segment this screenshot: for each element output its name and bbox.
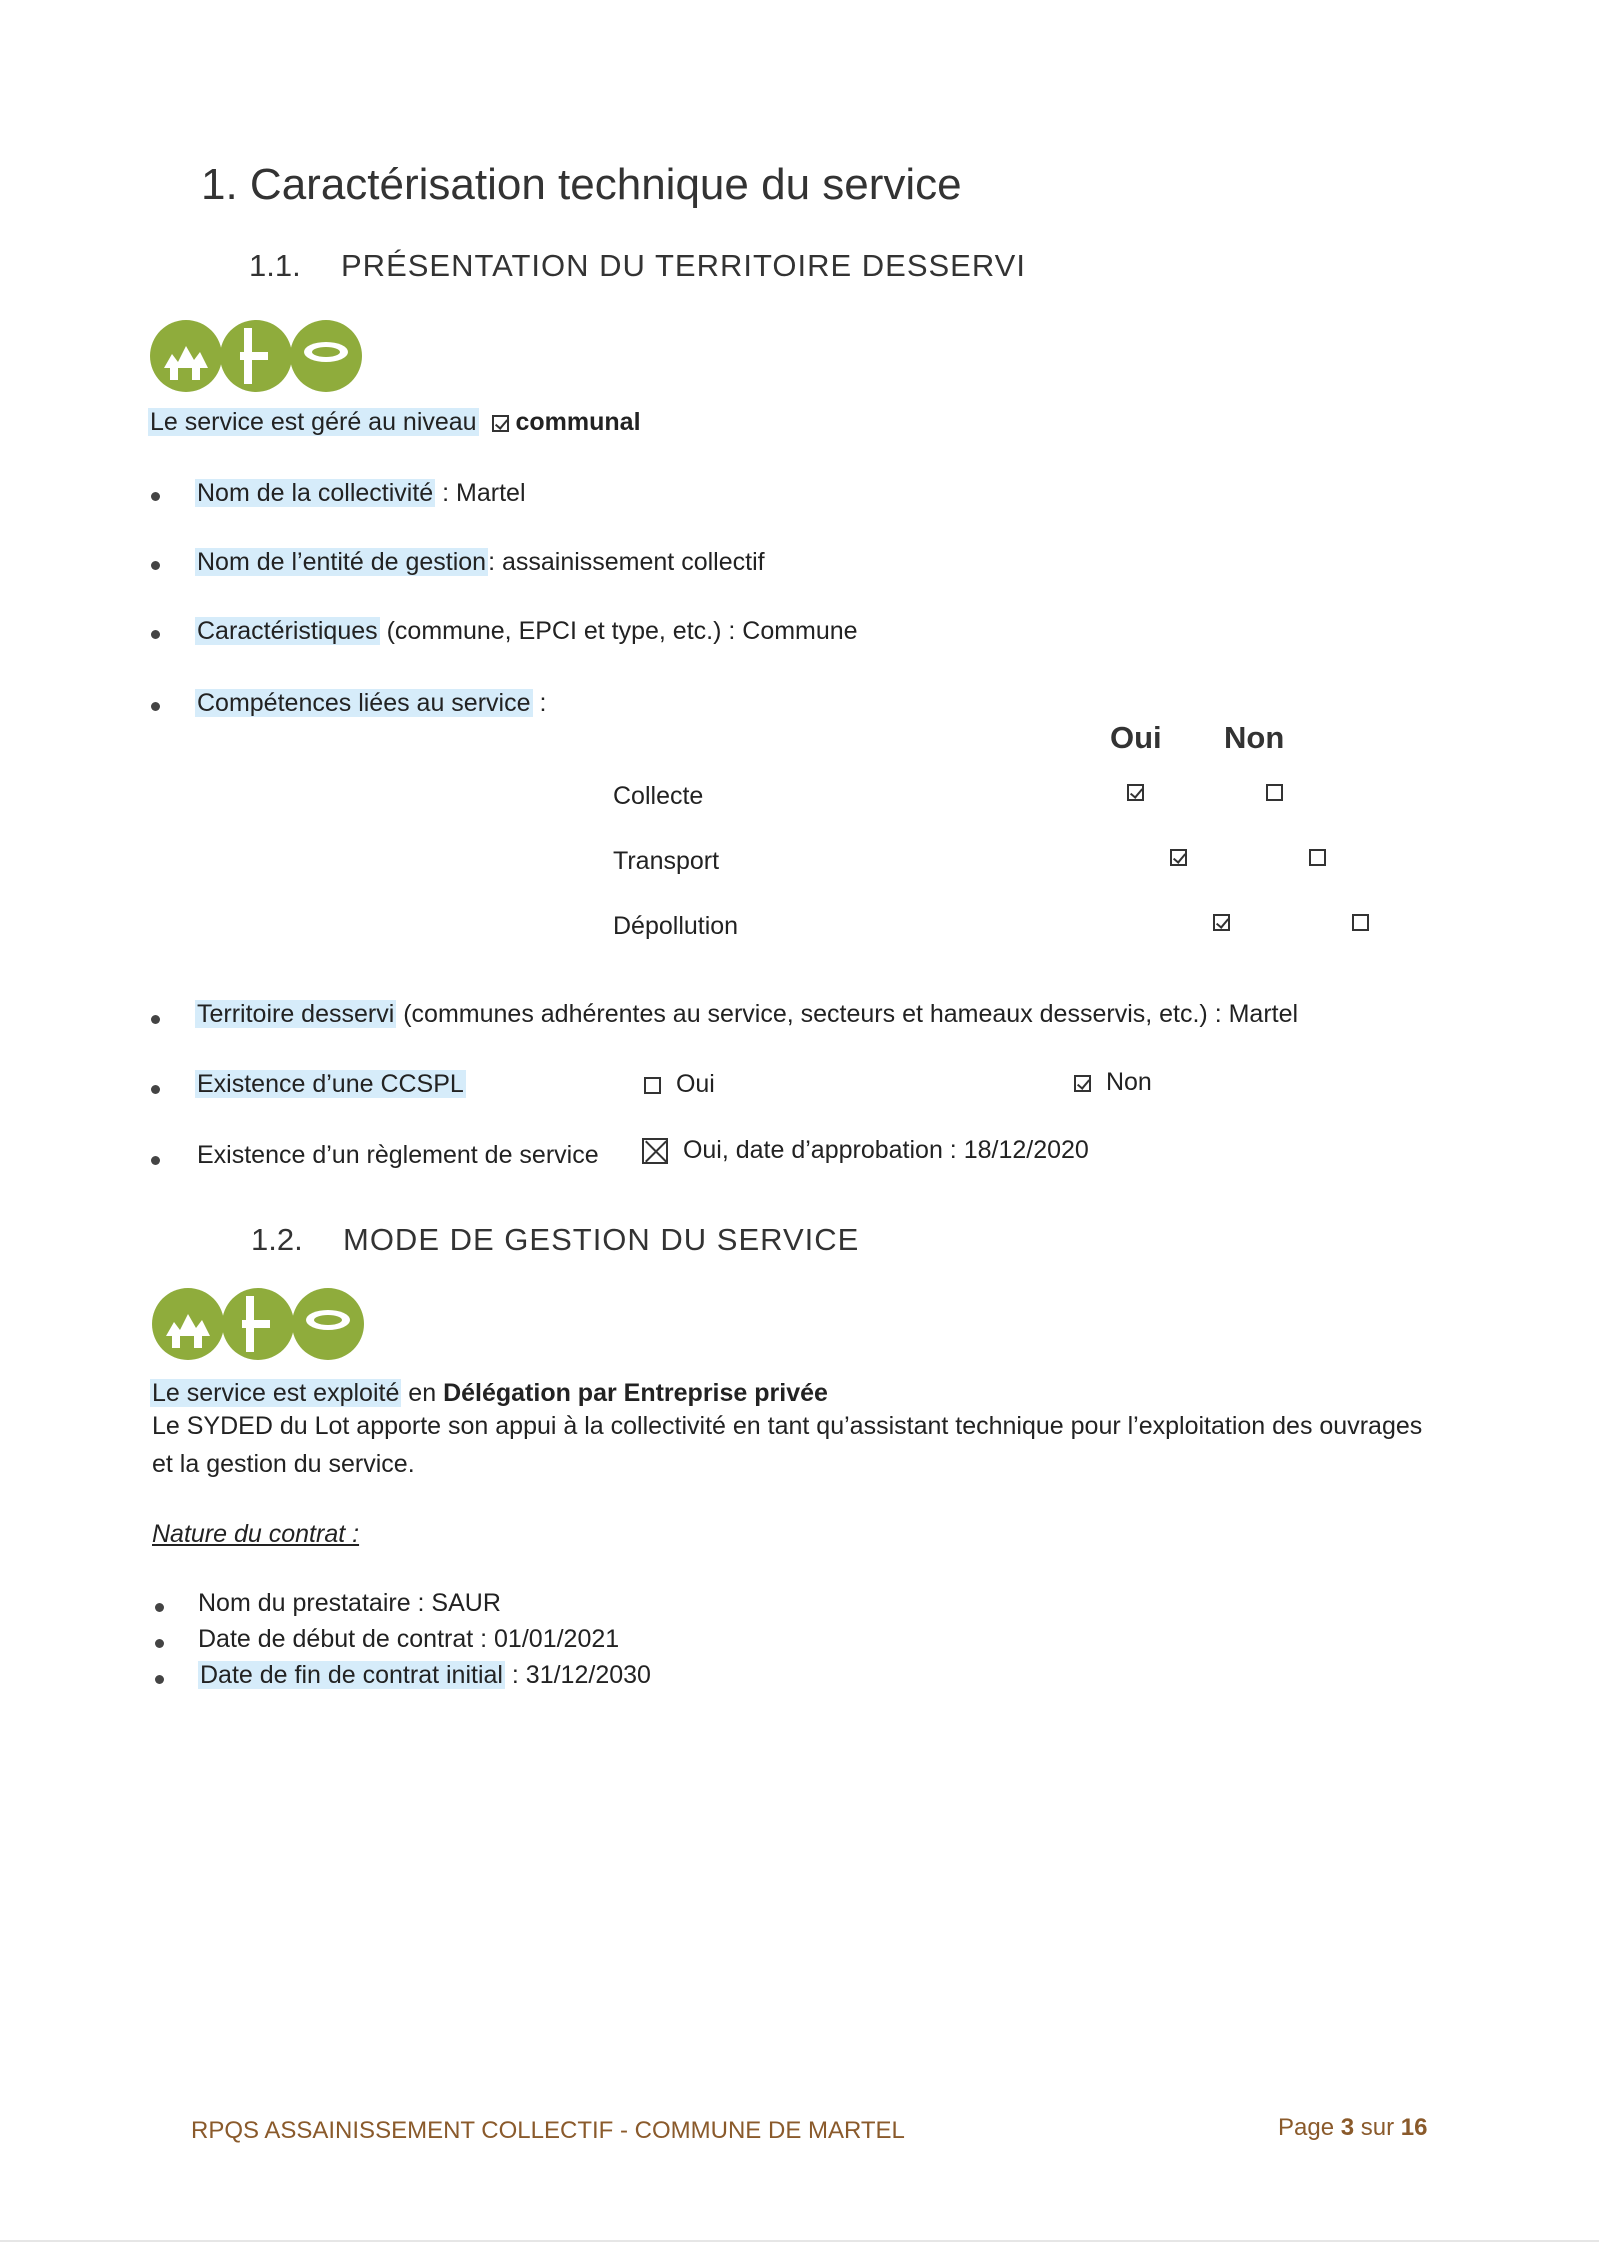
contract-item [198, 1661, 651, 1690]
subsection-2-number: 1.2. [251, 1222, 303, 1257]
subsection-1-number: 1.1. [249, 248, 301, 283]
bullet-dot-icon [151, 630, 160, 639]
entite-label: Nom de l’entité de gestion [197, 548, 487, 576]
ccspl-label-wrap [195, 1070, 466, 1099]
collectivite-value: : Martel [435, 479, 526, 507]
reglement-label: Existence d’un règlement de service [197, 1141, 599, 1169]
contract-end-value: : 31/12/2030 [504, 1661, 651, 1689]
bullet-dot-icon [151, 561, 160, 570]
ccspl-oui-option[interactable] [644, 1070, 715, 1099]
management-level-value: communal [515, 408, 641, 436]
exploitation-connector: en [401, 1379, 444, 1407]
bullet-dot-icon [151, 1015, 160, 1024]
ccspl-oui-label: Oui [675, 1070, 715, 1098]
transport-non-checkbox[interactable] [1309, 849, 1326, 866]
caracteristiques-label: Caractéristiques [197, 617, 378, 645]
list-item [195, 479, 526, 508]
competence-row-label: Transport [613, 847, 720, 875]
competence-row-label: Collecte [613, 782, 704, 810]
list-item [195, 548, 765, 577]
bullet-dot-icon [151, 702, 160, 711]
entite-value: : assainissement collectif [488, 548, 765, 576]
exploitation-label: Le service est exploité [152, 1379, 400, 1407]
collectivite-label: Nom de la collectivité [197, 479, 434, 507]
ccspl-label: Existence d’une CCSPL [197, 1070, 464, 1098]
territoire-label: Territoire desservi [197, 1000, 395, 1028]
caracteristiques-value: (commune, EPCI et type, etc.) : Commune [379, 617, 858, 645]
service-logo-icon [148, 316, 368, 396]
competences-header-oui: Oui [1110, 720, 1162, 755]
page-current: 3 [1340, 2114, 1355, 2141]
page-mid: sur [1354, 2114, 1401, 2141]
depollution-non-checkbox[interactable] [1352, 914, 1369, 931]
subsection-2-title: MODE DE GESTION DU SERVICE [343, 1222, 860, 1257]
footer-title: RPQS ASSAINISSEMENT COLLECTIF - COMMUNE DE MARTEL [191, 2117, 905, 2144]
list-item [195, 617, 858, 646]
bullet-dot-icon [151, 1085, 160, 1094]
reglement-value: Oui, date d’approbation : 18/12/2020 [682, 1136, 1089, 1164]
management-level-label: Le service est géré au niveau [150, 408, 477, 436]
collecte-oui-checkbox[interactable] [1127, 784, 1144, 801]
ccspl-non-checkbox[interactable] [1074, 1075, 1091, 1092]
syded-text-line-1: Le SYDED du Lot apporte son appui à la collectivité en tant qu’assistant technique pour l’exploitation des ouvrages [152, 1412, 1423, 1440]
competence-row-label: Dépollution [613, 912, 739, 940]
reglement-crossed-checkbox[interactable] [642, 1138, 668, 1164]
communal-checkbox[interactable] [492, 415, 509, 432]
transport-oui-checkbox[interactable] [1170, 849, 1187, 866]
page-total: 16 [1400, 2114, 1428, 2141]
page-number [1278, 2114, 1427, 2142]
contract-nature-title: Nature du contrat : [152, 1520, 360, 1548]
page-prefix: Page [1278, 2114, 1341, 2141]
subsection-1-title: PRÉSENTATION DU TERRITOIRE DESSERVI [341, 248, 1026, 283]
ccspl-oui-checkbox[interactable] [644, 1077, 661, 1094]
bullet-dot-icon [151, 1156, 160, 1165]
ccspl-non-label: Non [1105, 1068, 1152, 1096]
competences-header-non: Non [1224, 720, 1285, 755]
ccspl-non-option[interactable] [1074, 1068, 1152, 1097]
section-title: 1. Caractérisation technique du service [201, 160, 962, 209]
contract-item: Date de début de contrat : 01/01/2021 [198, 1625, 620, 1653]
syded-text-line-2: et la gestion du service. [152, 1450, 415, 1478]
reglement-option[interactable] [642, 1136, 1089, 1165]
contract-item: Nom du prestataire : SAUR [198, 1589, 501, 1617]
bullet-dot-icon [155, 1675, 164, 1684]
depollution-oui-checkbox[interactable] [1213, 914, 1230, 931]
territoire-value: (communes adhérentes au service, secteurs et hameaux desservis, etc.) : Martel [396, 1000, 1299, 1028]
page-bottom-rule [0, 2240, 1599, 2242]
service-logo-icon [150, 1284, 370, 1364]
list-item [195, 1000, 1298, 1029]
contract-end-label: Date de fin de contrat initial [200, 1661, 503, 1689]
collecte-non-checkbox[interactable] [1266, 784, 1283, 801]
list-item [195, 689, 546, 718]
bullet-dot-icon [155, 1603, 164, 1612]
bullet-dot-icon [155, 1639, 164, 1648]
exploitation-line [150, 1379, 828, 1408]
bullet-dot-icon [151, 492, 160, 501]
competences-value: : [532, 689, 547, 717]
competences-label: Compétences liées au service [197, 689, 531, 717]
exploitation-value: Délégation par Entreprise privée [443, 1379, 828, 1407]
